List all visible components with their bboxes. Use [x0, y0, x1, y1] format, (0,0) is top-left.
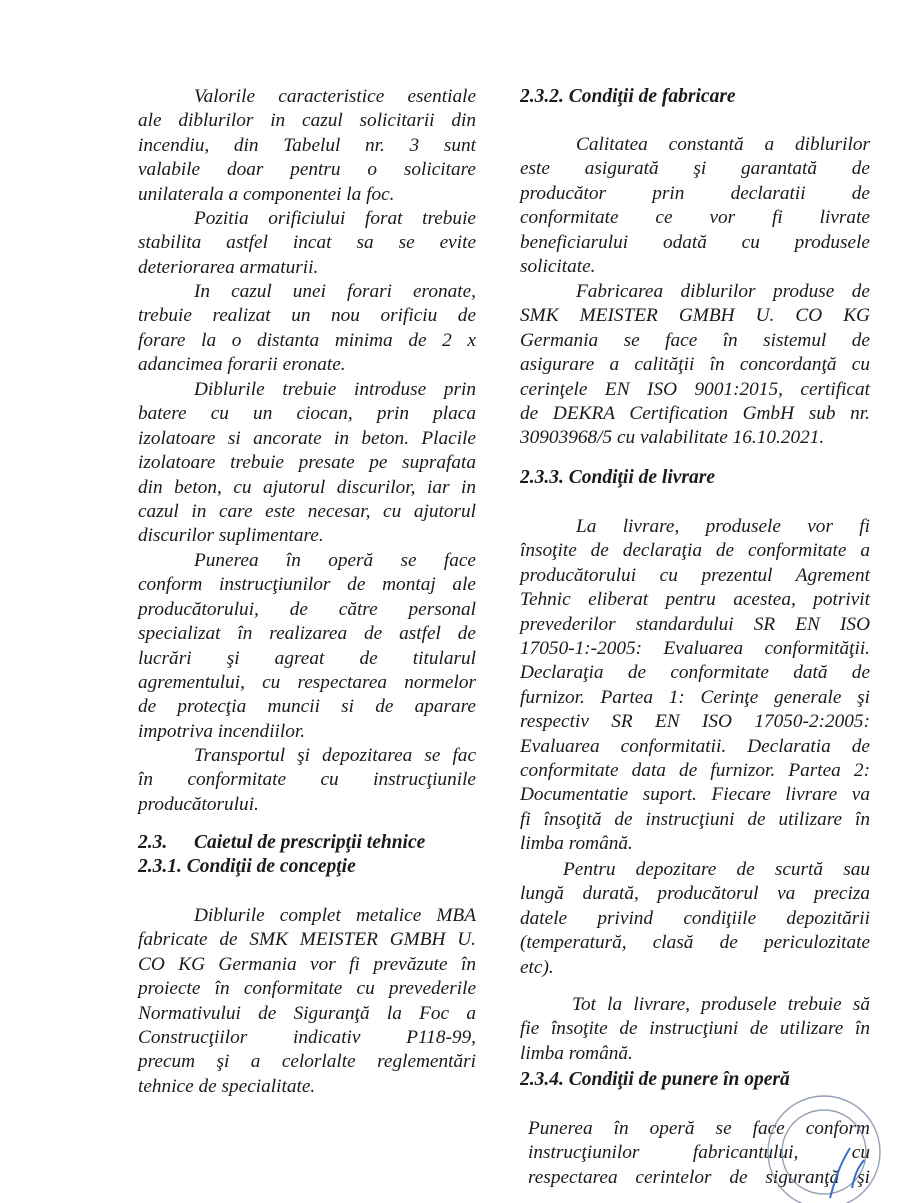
text-line: stabilita astfel incat sa se evite [138, 232, 476, 254]
text-line: deteriorarea armaturii. [138, 256, 319, 278]
text-line: solicitate. [520, 255, 596, 277]
text-line: producătorului cu prezentul Agrement [520, 564, 870, 586]
text-line: Pentru depozitare de scurtă sau [563, 859, 870, 880]
text-line: lucrări şi agreat de titularul [138, 647, 476, 669]
text-line: precum şi a celorlalte reglementări [138, 1051, 476, 1073]
text-line: cazul in care este necesar, cu ajutorul [138, 500, 476, 522]
heading-conditii-de-conceptie: 2.3.1. Condiţii de concepţie [138, 856, 356, 877]
text-line: valabile doar pentru o solicitare [138, 159, 476, 181]
text-line: Diblurile trebuie introduse prin [194, 379, 476, 400]
paragraph-punerea-in-opera [138, 549, 476, 744]
text-line: 30903968/5 cu valabilitate 16.10.2021. [520, 427, 825, 449]
text-line: fi însoţită de instrucţiuni de utilizare în [520, 808, 870, 830]
text-line: batere cu un ciocan, prin placa [138, 403, 476, 425]
paragraph-depozitare [520, 858, 870, 980]
text-line: Tot la livrare, produsele trebuie să [572, 994, 870, 1015]
text-line: specializat în realizarea de astfel de [138, 623, 476, 645]
paragraph-transport [138, 744, 476, 817]
text-line: de DEKRA Certification GmbH sub nr. [520, 402, 870, 424]
paragraph-punerea-conform [520, 1117, 870, 1190]
text-line: discurilor suplimentare. [138, 525, 324, 547]
text-line: beneficiarului odată cu produsele [520, 231, 870, 253]
text-line: conformitate ce vor fi livrate [520, 207, 870, 229]
text-line: impotriva incendiilor. [138, 720, 306, 742]
text-line: Punerea în operă se face [194, 550, 476, 571]
text-line: SMK MEISTER GMBH U. CO KG [520, 305, 870, 327]
text-line: etc). [520, 956, 554, 978]
paragraph-forari-eronate [138, 280, 476, 378]
text-line: Calitatea constantă a diblurilor [576, 134, 870, 155]
text-line: forare la o distanta minima de 2 x [138, 329, 476, 351]
text-line: incendiu, din Tabelul nr. 3 sunt [138, 134, 476, 156]
text-line: de protecţia muncii si de aparare [138, 696, 476, 718]
text-line: CO KG Germania vor fi prevăzute în [138, 953, 476, 975]
text-line: (temperatură, clasă de periculozitate [520, 932, 870, 954]
paragraph-pozitia-orificiului [138, 207, 476, 280]
text-line: Diblurile complet metalice MBA [194, 905, 476, 926]
text-line: fabricate de SMK MEISTER GMBH U. [138, 929, 476, 951]
text-line: Transportul şi depozitarea se fac [194, 745, 476, 766]
text-line: lungă durată, producătorul va preciza [520, 883, 870, 905]
text-line: tehnice de specialitate. [138, 1075, 316, 1097]
text-line: din beton, cu ajutorul discurilor, iar in [138, 476, 476, 498]
text-line: unilaterala a componentei la foc. [138, 183, 395, 205]
text-line: Punerea în operă se face conform [528, 1118, 870, 1139]
text-line: ale diblurilor in cazul solicitarii din [138, 110, 476, 132]
text-line: Declaraţia de conformitate dată de [520, 662, 870, 684]
paragraph-calitatea-constanta [520, 133, 870, 279]
text-line: La livrare, produsele vor fi [576, 516, 870, 537]
text-line: In cazul unei forari eronate, [194, 281, 476, 302]
paragraph-dibluri-mba [138, 904, 476, 1099]
heading-conditii-de-fabricare: 2.3.2. Condiţii de fabricare [520, 86, 736, 107]
text-line: respectiv SR EN ISO 17050-2:2005: [520, 711, 870, 733]
text-line: izolatoare si ancorate in beton. Placile [138, 427, 476, 449]
text-line: Germania se face în sistemul de [520, 329, 870, 351]
text-line: furnizor. Partea 1: Cerinţe generale şi [520, 686, 870, 708]
text-line: conformitate data de furnizor. Partea 2: [520, 759, 870, 781]
text-line: fie însoţite de instrucţiuni de utilizare în [520, 1018, 870, 1040]
text-line: limba română. [520, 1042, 633, 1064]
text-line: limba română. [520, 833, 633, 855]
text-line: însoţite de declaraţia de conformitate a [520, 540, 870, 562]
text-line: Construcţiilor indicativ P118-99, [138, 1026, 476, 1048]
text-line: Pozitia orificiului forat trebuie [194, 208, 476, 229]
text-line: prevederilor standardului SR EN ISO [520, 613, 870, 635]
text-line: Fabricarea diblurilor produse de [576, 281, 870, 302]
paragraph-tot-la-livrare [520, 993, 870, 1066]
text-line: Evaluarea conformitatii. Declaratia de [520, 735, 870, 757]
text-line: Valorile caracteristice esentiale [194, 86, 476, 107]
text-line: izolatoare trebuie presate pe suprafata [138, 452, 476, 474]
text-line: 17050-1:-2005: Evaluarea conformităţii. [520, 637, 870, 659]
text-line: adancimea forarii eronate. [138, 354, 346, 376]
heading-text: Caietul de prescripţii tehnice [194, 832, 426, 853]
paragraph-la-livrare [520, 515, 870, 856]
text-line: trebuie realizat un nou orificiu de [138, 305, 476, 327]
heading-caietul-de-prescriptii [138, 831, 476, 855]
text-line: proiecte în conformitate cu prevederile [138, 978, 476, 1000]
text-line: datele privind condiţiile depozitării [520, 907, 870, 929]
text-line: este asigurată şi garantată de [520, 158, 870, 180]
text-line: conform instrucţiunilor de montaj ale [138, 574, 476, 596]
text-line: Normativului de Siguranţă la Foc a [138, 1002, 476, 1024]
heading-number: 2.3. [138, 832, 168, 853]
paragraph-valori-caracteristice [138, 85, 476, 207]
text-line: producătorului. [138, 793, 259, 815]
text-line: producătorului, de către personal [138, 598, 476, 620]
text-line: Documentatie suport. Fiecare livrare va [520, 784, 870, 806]
heading-conditii-de-punere-in-opera: 2.3.4. Condiţii de punere în operă [520, 1069, 790, 1090]
text-line: instrucţiunilor fabricantului, cu [528, 1142, 870, 1164]
heading-conditii-de-livrare: 2.3.3. Condiţii de livrare [520, 467, 715, 488]
text-line: în conformitate cu instrucţiunile [138, 769, 476, 791]
paragraph-introducere-dibluri [138, 378, 476, 549]
text-line: asigurare a calităţii în concordanţă cu [520, 354, 870, 376]
text-line: cerinţele EN ISO 9001:2015, certificat [520, 378, 870, 400]
text-line: Tehnic eliberat pentru acestea, potrivit [520, 589, 870, 611]
text-line: agrementului, cu respectarea normelor [138, 671, 476, 693]
text-line: producător prin declaratii de [520, 182, 870, 204]
text-line: respectarea cerintelor de siguranţă şi [528, 1166, 870, 1188]
paragraph-fabricarea-diblurilor [520, 280, 870, 451]
